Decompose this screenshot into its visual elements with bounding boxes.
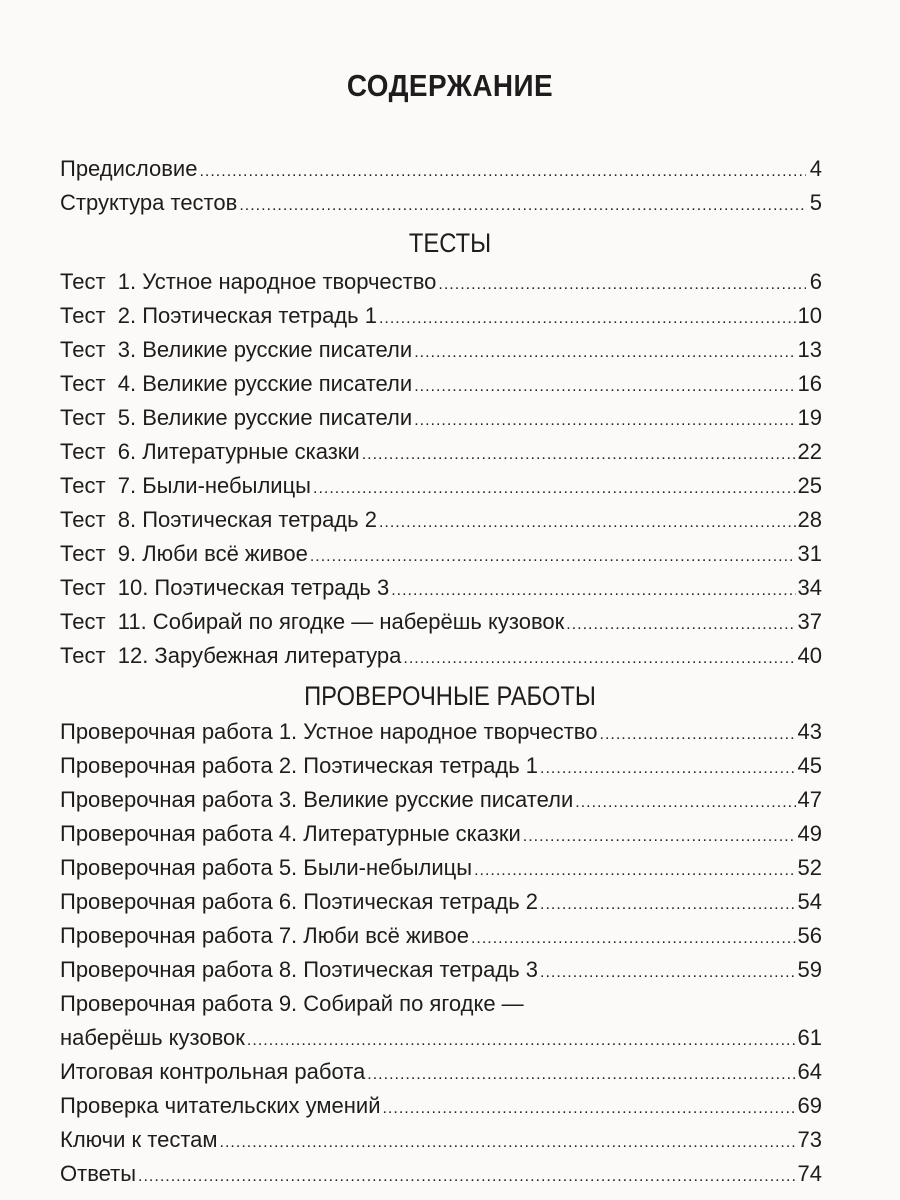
- leader-dots: [575, 786, 795, 820]
- leader-dots: [220, 1126, 796, 1160]
- entry-page: 47: [797, 787, 822, 812]
- section-heading-checks: ПРОВЕРОЧНЫЕ РАБОТЫ: [304, 681, 596, 711]
- toc-entry: [60, 605, 822, 639]
- toc-entry: [60, 1089, 822, 1123]
- entry-page: 43: [797, 719, 822, 744]
- entry-label: Тест 11. Собирай по ягодке — наберёшь кузовок: [60, 609, 565, 634]
- entry-page: 37: [797, 609, 822, 634]
- toc-entry: [60, 1055, 822, 1089]
- entry-label: Проверочная работа 2. Поэтическая тетрадь 1: [60, 753, 539, 778]
- leader-dots: [540, 956, 795, 990]
- toc-entry: [60, 469, 822, 503]
- toc-entry: [60, 435, 822, 469]
- leader-dots: [313, 472, 796, 506]
- toc-entry: [60, 333, 822, 367]
- entry-label: Тест 9. Люби всё живое: [60, 541, 308, 566]
- entry-page: 34: [797, 575, 822, 600]
- toc-entry: [60, 749, 822, 783]
- entry-page: 64: [797, 1059, 822, 1084]
- toc-entry: [60, 537, 822, 571]
- entry-page: 59: [797, 957, 822, 982]
- leader-dots: [362, 438, 796, 472]
- toc-entry: [60, 953, 822, 987]
- entry-page: 56: [797, 923, 822, 948]
- leader-dots: [310, 540, 796, 574]
- entry-label: Структура тестов: [60, 190, 238, 215]
- entry-label-line1: Проверочная работа 9. Собирай по ягодке —: [60, 991, 524, 1016]
- toc-entry: [60, 401, 822, 435]
- entry-page: 16: [797, 371, 822, 396]
- entry-page: 22: [797, 439, 822, 464]
- leader-dots: [379, 302, 796, 336]
- toc-entry: [60, 265, 822, 299]
- entry-page: 5: [809, 190, 822, 215]
- entry-label: Тест 4. Великие русские писатели: [60, 371, 413, 396]
- leader-dots: [523, 820, 796, 854]
- entry-page: 54: [797, 889, 822, 914]
- entry-page: 49: [797, 821, 822, 846]
- leader-dots: [382, 1092, 795, 1126]
- leader-dots: [391, 574, 795, 608]
- entry-page: 61: [797, 1025, 822, 1050]
- entry-label: Проверочная работа 3. Великие русские писатели: [60, 787, 574, 812]
- leader-dots: [199, 155, 806, 189]
- leader-dots: [247, 1024, 796, 1058]
- entry-label: Проверочная работа 4. Литературные сказки: [60, 821, 521, 846]
- entry-page: 4: [809, 156, 822, 181]
- leader-dots: [414, 336, 795, 370]
- entry-label: Проверочная работа 7. Люби всё живое: [60, 923, 469, 948]
- entry-label: Проверочная работа 8. Поэтическая тетрадь 3: [60, 957, 539, 982]
- entry-page: 40: [797, 643, 822, 668]
- entry-label: Итоговая контрольная работа: [60, 1059, 366, 1084]
- toc-entry: [60, 919, 822, 953]
- leader-dots: [239, 189, 806, 223]
- entry-page: 13: [797, 337, 822, 362]
- entry-label: Ключи к тестам: [60, 1127, 218, 1152]
- entry-label: Проверочная работа 1. Устное народное творчество: [60, 719, 598, 744]
- leader-dots: [138, 1160, 795, 1194]
- leader-dots: [379, 506, 796, 540]
- entry-page: 6: [809, 269, 822, 294]
- toc-entry: [60, 783, 822, 817]
- toc-entry: [60, 367, 822, 401]
- leader-dots: [438, 268, 806, 302]
- toc-entry: [60, 1157, 822, 1191]
- entry-label: Тест 8. Поэтическая тетрадь 2: [60, 507, 377, 532]
- leader-dots: [474, 854, 795, 888]
- entry-page: 74: [797, 1161, 822, 1186]
- entry-page: 28: [797, 507, 822, 532]
- entry-label: Проверочная работа 5. Были-небылицы: [60, 855, 473, 880]
- toc-entry: [60, 571, 822, 605]
- leader-dots: [403, 642, 795, 676]
- entry-page: 19: [797, 405, 822, 430]
- entry-label: Тест 3. Великие русские писатели: [60, 337, 413, 362]
- leader-dots: [471, 922, 796, 956]
- toc-entry: [60, 503, 822, 537]
- entry-label: Тест 1. Устное народное творчество: [60, 269, 437, 294]
- toc-entry: [60, 1021, 822, 1055]
- entry-label: Тест 2. Поэтическая тетрадь 1: [60, 303, 377, 328]
- leader-dots: [566, 608, 795, 642]
- entry-page: 52: [797, 855, 822, 880]
- leader-dots: [414, 370, 795, 404]
- toc-entry: [60, 186, 822, 220]
- leader-dots: [540, 752, 795, 786]
- entry-label: Тест 12. Зарубежная литература: [60, 643, 402, 668]
- toc-entry: [60, 1123, 822, 1157]
- toc-entry: [60, 885, 822, 919]
- entry-label: Тест 5. Великие русские писатели: [60, 405, 413, 430]
- entry-page: 31: [797, 541, 822, 566]
- entry-label: Проверочная работа 6. Поэтическая тетрадь 2: [60, 889, 539, 914]
- toc-entry: [60, 299, 822, 333]
- page-title: СОДЕРЖАНИЕ: [346, 68, 554, 103]
- leader-dots: [540, 888, 795, 922]
- leader-dots: [414, 404, 795, 438]
- entry-page: 25: [797, 473, 822, 498]
- entry-page: 69: [797, 1093, 822, 1118]
- entry-label: Предисловие: [60, 156, 198, 181]
- entry-label: наберёшь кузовок: [60, 1025, 245, 1050]
- entry-label: Тест 7. Были-небылицы: [60, 473, 311, 498]
- entry-label: Ответы: [60, 1161, 137, 1186]
- entry-label: Проверка читательских умений: [60, 1093, 381, 1118]
- toc-entry: [60, 639, 822, 673]
- toc-entry: [60, 152, 822, 186]
- toc-entry: [60, 851, 822, 885]
- section-heading-tests: ТЕСТЫ: [408, 228, 492, 258]
- entry-page: 73: [797, 1127, 822, 1152]
- entry-page: 10: [797, 303, 822, 328]
- entry-page: 45: [797, 753, 822, 778]
- leader-dots: [367, 1058, 795, 1092]
- entry-label: Тест 10. Поэтическая тетрадь 3: [60, 575, 390, 600]
- toc-entry: [60, 715, 822, 749]
- entry-label: Тест 6. Литературные сказки: [60, 439, 360, 464]
- leader-dots: [600, 718, 796, 752]
- toc-entry: [60, 817, 822, 851]
